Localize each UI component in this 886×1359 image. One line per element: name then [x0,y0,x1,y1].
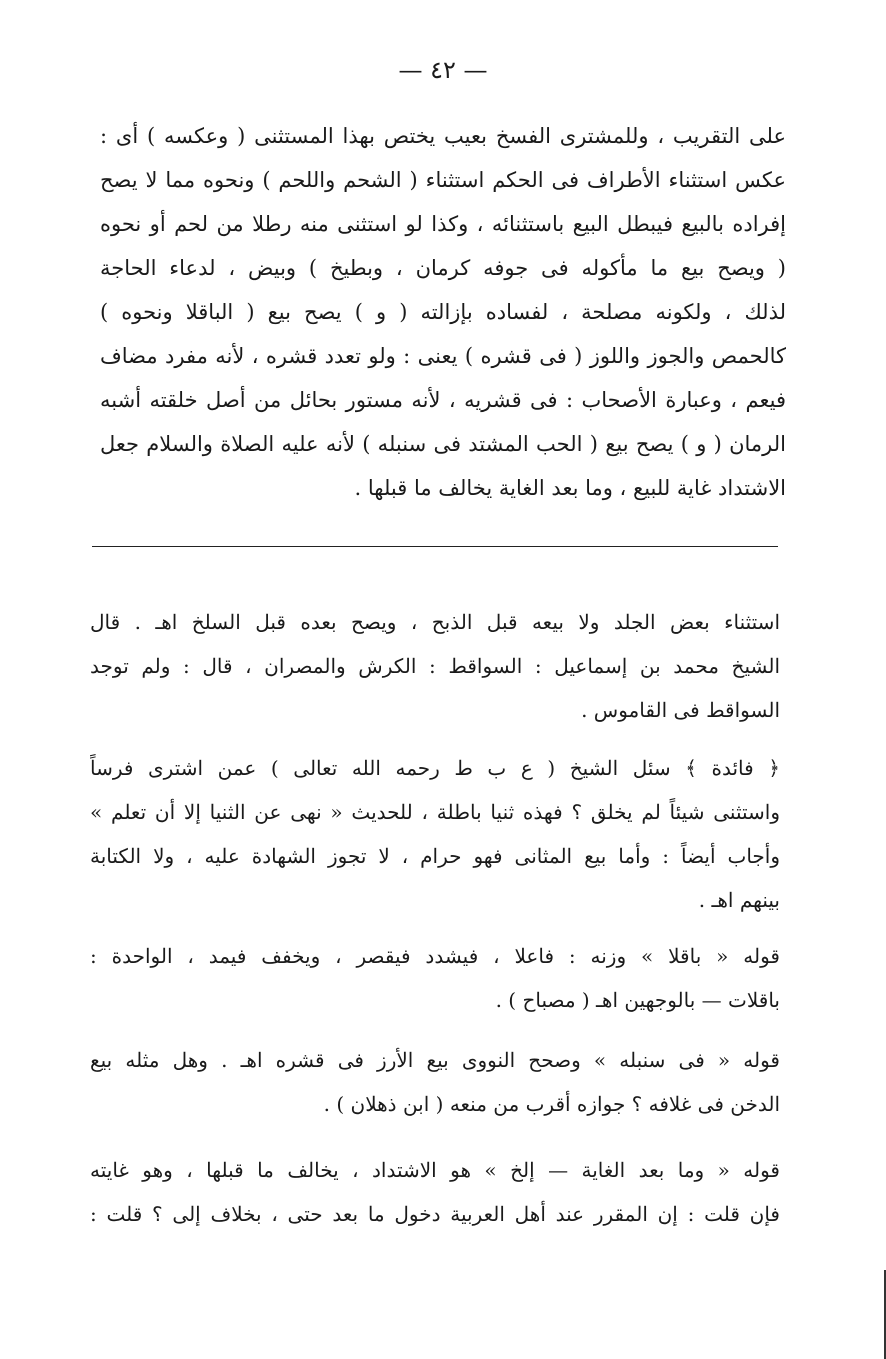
main-text-line: إفراده بالبيع فيبطل البيع باستثنائه ، وكذا لو استثنى منه رطلا من لحم أو نحوه [100,212,786,236]
page-number: — ٤٢ — [398,56,488,84]
main-text-line: الاشتداد غاية للبيع ، وما بعد الغاية يخالف ما قبلها . [354,476,786,500]
footnote [90,600,780,732]
footnote-line: قوله « فى سنبله » وصحح النووى بيع الأرز فى قشره اهـ . وهل مثله بيع [90,1048,780,1072]
footnote-line: ﴿ فائدة ﴾ سئل الشيخ ( ع ب ط رحمه الله تعالى ) عمن اشترى فرساً [90,756,780,780]
footnote-line: بينهم اهـ . [698,888,780,912]
footnote [90,934,780,1022]
main-text [100,114,786,510]
footnote-line: استثناء بعض الجلد ولا بيعه قبل الذبح ، ويصح بعده قبل السلخ اهـ . قال [90,610,780,634]
footnote-line: قوله « باقلا » وزنه : فاعلا ، فيشدد فيقصر ، ويخفف فيمد ، الواحدة : [90,944,780,968]
main-text-line: على التقريب ، وللمشترى الفسخ بعيب يختص بهذا المستثنى ( وعكسه ) أى : [100,124,786,148]
footnote-line: السواقط فى القاموس . [581,698,780,722]
footnote-line: الشيخ محمد بن إسماعيل : السواقط : الكرش والمصران ، قال : ولم توجد [90,654,780,678]
footnote-line: فإن قلت : إن المقرر عند أهل العربية دخول ما بعد حتى ، بخلاف إلى ؟ قلت : [90,1202,780,1226]
main-text-line: ( ويصح بيع ما مأكوله فى جوفه كرمان ، وبطيخ ) وبيض ، لدعاء الحاجة [100,256,786,280]
footnote [90,1148,780,1236]
footnote-divider [92,546,778,547]
main-text-line: عكس استثناء الأطراف فى الحكم استثناء ( الشحم واللحم ) ونحوه مما لا يصح [100,168,786,192]
main-text-line: الرمان ( و ) يصح بيع ( الحب المشتد فى سنبله ) لأنه عليه الصلاة والسلام جعل [100,432,786,456]
main-text-line: فيعم ، وعبارة الأصحاب : فى قشريه ، لأنه مستور بحائل من أصل خلقته أشبه [100,388,786,412]
footnote-line: واستثنى شيئاً لم يخلق ؟ فهذه ثنيا باطلة ، للحديث « نهى عن الثنيا إلا أن تعلم » [90,800,780,824]
main-text-line: لذلك ، ولكونه مصلحة ، لفساده بإزالته ( و ) يصح بيع ( الباقلا ونحوه ) [100,300,786,324]
footnote-line: الدخن فى غلافه ؟ جوازه أقرب من منعه ( ابن ذهلان ) . [323,1092,780,1116]
footnote [90,746,780,922]
footnote [90,1038,780,1126]
footnote-line: وأجاب أيضاً : وأما بيع المثانى فهو حرام ، لا تجوز الشهادة عليه ، ولا الكتابة [90,844,780,868]
footnote-line: باقلات — بالوجهين اهـ ( مصباح ) . [495,988,780,1012]
main-text-line: كالحمص والجوز واللوز ( فى قشره ) يعنى : ولو تعدد قشره ، لأنه مفرد مضاف [100,344,786,368]
footnote-line: قوله « وما بعد الغاية — إلخ » هو الاشتداد ، يخالف ما قبلها ، وهو غايته [90,1158,780,1182]
footnotes [90,600,780,1248]
